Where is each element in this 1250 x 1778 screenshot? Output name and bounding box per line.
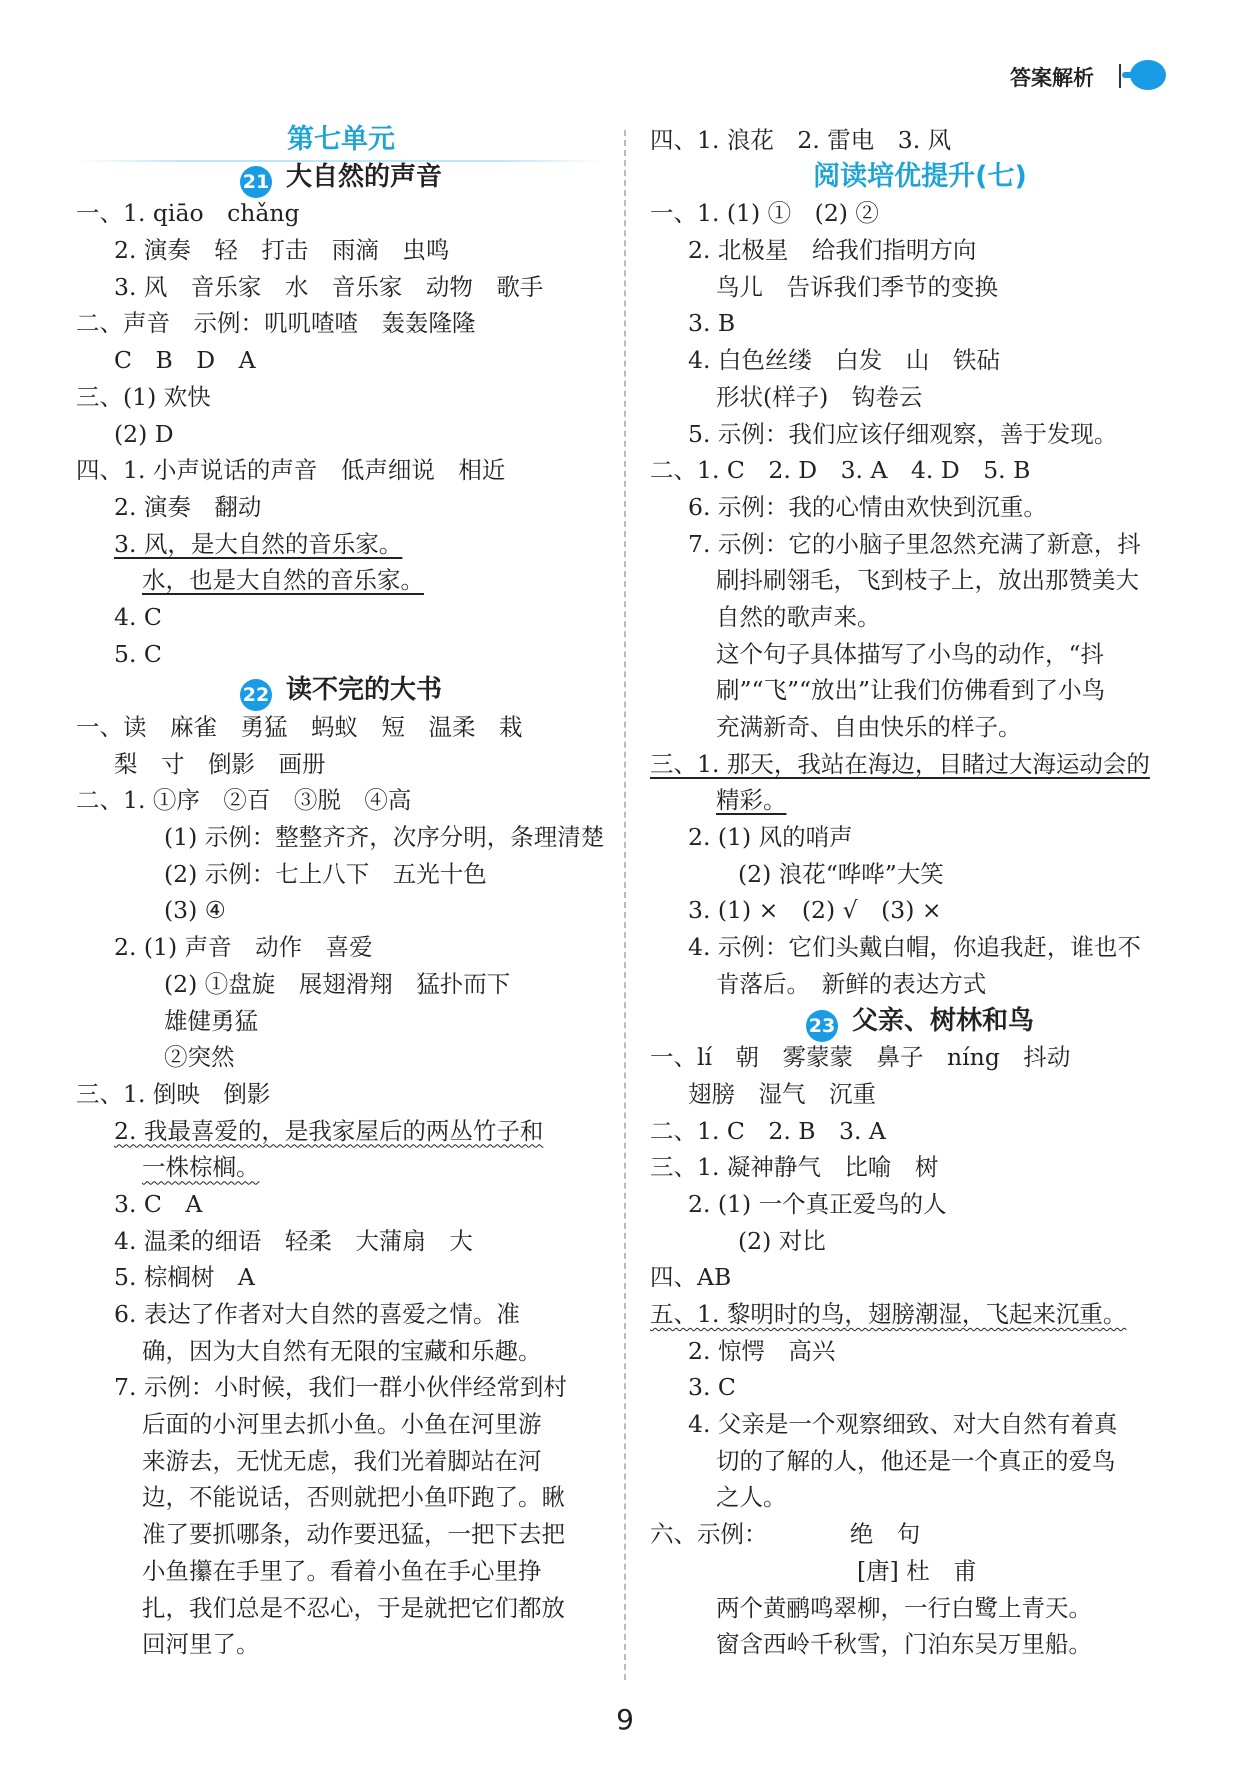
answer-line: ②突然 [164, 1043, 235, 1072]
answer-line: 3. (1) × (2) √ (3) × [688, 896, 942, 925]
answer-line: 一、读 麻雀 勇猛 蚂蚁 短 温柔 栽 [76, 713, 523, 741]
answer-line: (2) 浪花“哗哗”大笑 [738, 859, 944, 888]
answer-line: 4. 温柔的细语 轻柔 大蒲扇 大 [114, 1226, 473, 1255]
lesson-number-badge: 23 [806, 1010, 838, 1042]
answer-line: 6. 表达了作者对大自然的喜爱之情。准 [114, 1300, 520, 1328]
answer-line: 3. C [688, 1373, 736, 1402]
header-divider [1119, 64, 1121, 88]
answer-line: 切的了解的人，他还是一个真正的爱鸟 [716, 1446, 1116, 1475]
left-column [76, 122, 606, 1663]
answer-line: 一、1. qiāo chǎng [76, 199, 300, 228]
answer-line: 7. 示例：小时候，我们一群小伙伴经常到村 [114, 1373, 567, 1402]
answer-line: 2. 惊愕 高兴 [688, 1336, 836, 1365]
answer-line: (1) 示例：整整齐齐，次序分明，条理清楚 [164, 823, 605, 852]
wavy-underlined-text: 2. 我最喜爱的，是我家屋后的两丛竹子和 [114, 1116, 544, 1145]
answer-line: 二、1. C 2. D 3. A 4. D 5. B [650, 456, 1031, 485]
unit-title [76, 122, 606, 159]
answer-line: 小鱼攥在手里了。看着小鱼在手心里挣 [142, 1556, 542, 1585]
answer-line: 四、1. 浪花 2. 雷电 3. 风 [650, 126, 952, 154]
answer-line: 2. (1) 声音 动作 喜爱 [114, 933, 373, 962]
answer-line: C B D A [114, 346, 256, 375]
wavy-underlined-text: 五、1. 黎明时的鸟，翅膀潮湿，飞起来沉重。 [650, 1300, 1127, 1328]
answer-line: 4. 示例：它们头戴白帽，你追我赶，谁也不 [688, 933, 1141, 962]
answer-line: 六、示例： 绝 句 [650, 1520, 921, 1549]
answer-line: 窗含西岭千秋雪，门泊东吴万里船。 [716, 1630, 1092, 1659]
header-logo-icon [1130, 60, 1166, 90]
answer-line: 边，不能说话，否则就把小鱼吓跑了。瞅 [142, 1483, 565, 1512]
answer-line: 扎，我们总是不忍心，于是就把它们都放 [142, 1593, 565, 1622]
answer-line: 二、1. C 2. B 3. A [650, 1116, 886, 1145]
answer-line: 确，因为大自然有无限的宝藏和乐趣。 [142, 1336, 542, 1365]
lesson-title-text: 父亲、树林和鸟 [851, 1005, 1034, 1036]
answer-line: (3) ④ [164, 896, 226, 925]
answer-line: (2) D [114, 419, 174, 448]
answer-line: 之人。 [716, 1483, 787, 1512]
answer-line: 5. 示例：我们应该仔细观察，善于发现。 [688, 419, 1118, 448]
answer-line: 2. 演奏 翻动 [114, 492, 262, 521]
answer-line: 三、1. 倒映 倒影 [76, 1079, 271, 1108]
answer-line: 3. B [688, 309, 736, 338]
answer-line [650, 782, 1190, 819]
lesson-title [76, 672, 606, 709]
lesson-title [76, 159, 606, 196]
answer-line: 4. 父亲是一个观察细致、对大自然有着真 [688, 1410, 1118, 1439]
lesson-number-badge: 22 [240, 679, 272, 711]
wavy-underlined-text: 一株棕榈。 [142, 1153, 260, 1182]
reading-section-title: 阅读培优提升(七) [813, 160, 1027, 192]
answer-line: 2. 北极星 给我们指明方向 [688, 236, 977, 265]
answer-line: 两个黄鹂鸣翠柳，一行白鹭上青天。 [716, 1593, 1092, 1622]
answer-line: 3. 风 音乐家 水 音乐家 动物 歌手 [114, 272, 544, 301]
lesson-title-text: 读不完的大书 [285, 675, 442, 706]
underlined-text: 三、1. 那天，我站在海边，目睹过大海运动会的 [650, 749, 1150, 778]
answer-line: 2. (1) 风的哨声 [688, 823, 853, 852]
answer-line [650, 746, 1190, 783]
answer-line: 充满新奇、自由快乐的样子。 [716, 713, 1022, 741]
answer-line: 肯落后。 新鲜的表达方式 [716, 969, 987, 998]
lesson-title [650, 1003, 1190, 1040]
answer-line: 来游去，无忧无虑，我们光着脚站在河 [142, 1446, 542, 1475]
unit-title-text: 第七单元 [287, 124, 395, 155]
answer-line [76, 562, 606, 599]
answer-line: 一、lí 朝 雾蒙蒙 鼻子 níng 抖动 [650, 1043, 1071, 1072]
answer-line: 后面的小河里去抓小鱼。小鱼在河里游 [142, 1410, 542, 1439]
answer-line: 四、AB [650, 1263, 732, 1292]
lesson-title-text: 大自然的声音 [285, 161, 442, 192]
answer-line: 2. 演奏 轻 打击 雨滴 虫鸣 [114, 236, 450, 265]
answer-line: 鸟儿 告诉我们季节的变换 [716, 272, 998, 301]
answer-line: 准了要抓哪条，动作要迅猛，一把下去把 [142, 1520, 565, 1549]
answer-line: 形状(样子) 钩卷云 [716, 382, 923, 411]
answer-line: [唐] 杜 甫 [716, 1556, 977, 1585]
answer-line [76, 526, 606, 563]
answer-line: 二、1. ①序 ②百 ③脱 ④高 [76, 786, 412, 815]
answer-line: 三、1. 凝神静气 比喻 树 [650, 1153, 939, 1182]
right-column [650, 122, 1190, 1663]
answer-line: 回河里了。 [142, 1630, 260, 1659]
column-divider [624, 130, 626, 1680]
answer-line: 四、1. 小声说话的声音 低声细说 相近 [76, 456, 506, 485]
answer-line: (2) ①盘旋 展翅滑翔 猛扑而下 [164, 969, 511, 998]
answer-line: (2) 对比 [738, 1226, 826, 1255]
answer-line: 自然的歌声来。 [716, 602, 881, 631]
underlined-text: 精彩。 [716, 786, 787, 815]
answer-line: 5. 棕榈树 A [114, 1263, 255, 1292]
lesson-number-badge: 21 [240, 166, 272, 198]
answer-line: 3. C A [114, 1189, 203, 1218]
answer-line: 三、(1) 欢快 [76, 382, 211, 411]
answer-line: 5. C [114, 639, 162, 668]
underlined-text: 3. 风，是大自然的音乐家。 [114, 529, 403, 558]
answer-line: 这个句子具体描写了小鸟的动作，“抖 [716, 639, 1105, 668]
answer-line: (2) 示例：七上八下 五光十色 [164, 859, 487, 888]
underlined-text: 水，也是大自然的音乐家。 [142, 566, 424, 595]
answer-line: 二、声音 示例：叽叽喳喳 轰轰隆隆 [76, 309, 476, 338]
answer-line [650, 1296, 1190, 1333]
answer-line: 4. C [114, 602, 162, 631]
answer-line: 刷”“飞”“放出”让我们仿佛看到了小鸟 [716, 676, 1106, 705]
answer-line: 7. 示例：它的小脑子里忽然充满了新意，抖 [688, 529, 1141, 558]
answer-line [76, 1113, 606, 1150]
answer-line: 雄健勇猛 [164, 1006, 258, 1035]
answer-line: 一、1. (1) ① (2) ② [650, 199, 879, 228]
answer-line: 2. (1) 一个真正爱鸟的人 [688, 1189, 947, 1218]
answer-line [76, 1149, 606, 1186]
answer-line: 翅膀 湿气 沉重 [688, 1079, 876, 1108]
answer-line: 6. 示例：我的心情由欢快到沉重。 [688, 492, 1047, 521]
page-number: 9 [616, 1703, 634, 1736]
answer-line: 4. 白色丝缕 白发 山 铁砧 [688, 346, 1000, 375]
header-title: 答案解析 [1010, 66, 1094, 90]
answer-line: 刷抖刷翎毛，飞到枝子上，放出那赞美大 [716, 566, 1139, 595]
answer-line: 梨 寸 倒影 画册 [114, 749, 326, 778]
